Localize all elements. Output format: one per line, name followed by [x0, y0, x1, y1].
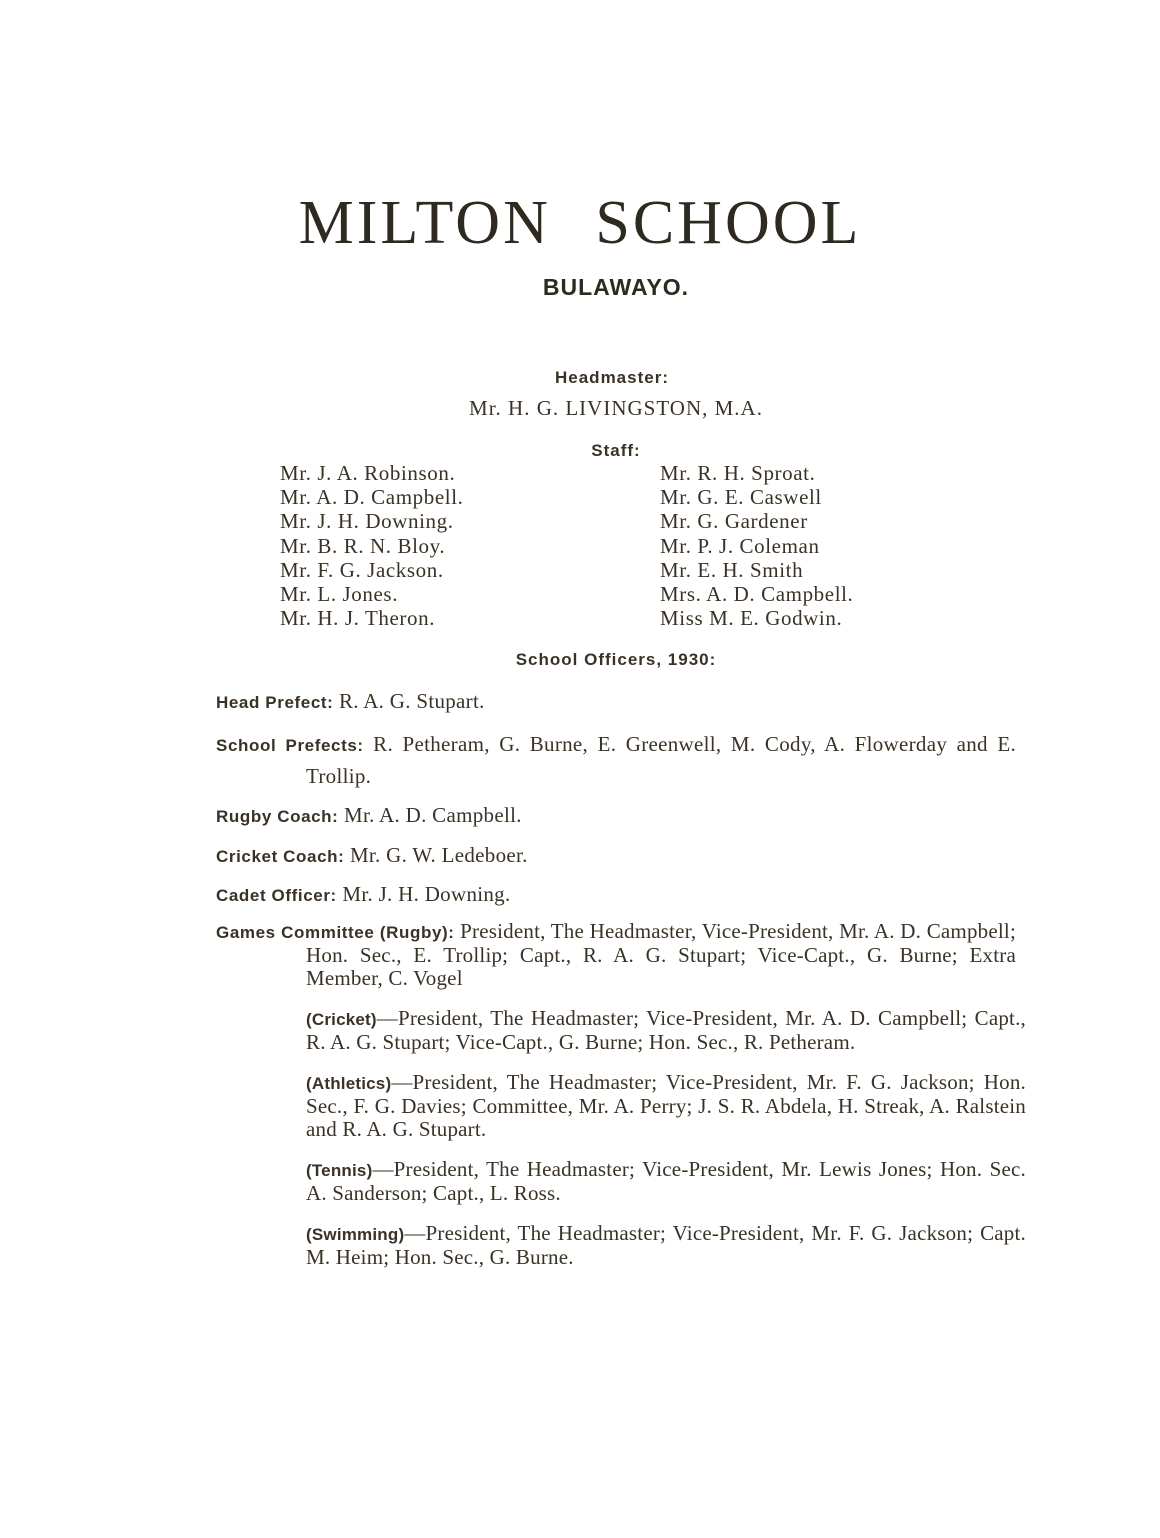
head-prefect-entry — [216, 686, 1016, 718]
school-officers-label: School Officers, 1930: — [515, 650, 717, 669]
cricket-coach-entry — [216, 840, 1016, 872]
games-cricket-text: —President, The Headmaster; Vice-President, Mr. A. D. Campbell; Capt., R. A. G. Stupart; Vice-Capt., G. Burne; Hon. Sec., R. Petheram. — [306, 1006, 1026, 1054]
staff-list-left — [280, 461, 463, 630]
headmaster-name: Mr. H. G. LIVINGSTON, M.A. — [469, 396, 763, 420]
page-title: MILTON SCHOOL — [298, 189, 862, 257]
games-tennis-label: (Tennis) — [306, 1161, 373, 1180]
games-committee — [216, 919, 1026, 1269]
games-committee-label: Games Committee (Rugby): — [216, 923, 455, 942]
games-tennis — [306, 1158, 1026, 1205]
games-cricket — [306, 1007, 1026, 1054]
staff-member: Mr. B. R. N. Bloy. — [280, 533, 446, 558]
school-prefects-entry — [216, 729, 1016, 791]
games-swimming — [306, 1222, 1026, 1269]
staff-member: Mr. J. H. Downing. — [280, 509, 454, 534]
staff-label: Staff: — [591, 441, 641, 460]
staff-member: Mrs. A. D. Campbell. — [660, 581, 854, 606]
staff-member: Mr. P. J. Coleman — [660, 533, 820, 558]
staff-member: Mr. R. H. Sproat. — [660, 461, 816, 485]
staff-member: Mr. G. E. Caswell — [660, 485, 822, 510]
cadet-officer-value: Mr. J. H. Downing. — [342, 882, 511, 906]
rugby-coach-entry — [216, 800, 1016, 832]
staff-member: Mr. G. Gardener — [660, 509, 808, 534]
games-athletics — [306, 1071, 1026, 1141]
cricket-coach-value: Mr. G. W. Ledeboer. — [349, 843, 528, 867]
staff-member: Mr. J. A. Robinson. — [280, 461, 456, 485]
staff-member: Mr. L. Jones. — [280, 581, 399, 606]
games-cricket-label: (Cricket) — [306, 1010, 377, 1029]
school-prefects-value: R. Petheram, G. Burne, E. Greenwell, M. Cody, A. Flowerday and E. Trollip. — [306, 732, 1016, 788]
staff-list-right — [660, 461, 853, 630]
school-prefects-label: School Prefects: — [216, 736, 364, 755]
rugby-coach-value: Mr. A. D. Campbell. — [344, 803, 522, 827]
games-tennis-text: —President, The Headmaster; Vice-President, Mr. Lewis Jones; Hon. Sec. A. Sanderson; Capt., L. Ross. — [306, 1157, 1026, 1205]
rugby-coach-label: Rugby Coach: — [216, 807, 339, 826]
staff-member: Miss M. E. Godwin. — [660, 606, 843, 631]
headmaster-label: Headmaster: — [555, 368, 669, 387]
staff-member: Mr. A. D. Campbell. — [280, 485, 464, 510]
cadet-officer-label: Cadet Officer: — [216, 886, 337, 905]
head-prefect-label: Head Prefect: — [216, 693, 334, 712]
cricket-coach-label: Cricket Coach: — [216, 847, 345, 866]
staff-member: Mr. E. H. Smith — [660, 557, 804, 582]
games-athletics-label: (Athletics) — [306, 1074, 392, 1093]
staff-member: Mr. F. G. Jackson. — [280, 557, 444, 582]
page-subtitle: BULAWAYO. — [542, 274, 690, 300]
games-rugby — [216, 920, 1016, 990]
head-prefect-value: R. A. G. Stupart. — [338, 689, 485, 713]
staff-member: Mr. H. J. Theron. — [280, 606, 436, 631]
cadet-officer-entry — [216, 879, 1016, 911]
games-rugby-text: President, The Headmaster, Vice-President, Mr. A. D. Campbell; Hon. Sec., E. Trollip; Capt., R. A. G. Stupart; Vice-Capt., G. Burne; Extra Member, C. Vogel — [306, 919, 1016, 990]
games-athletics-text: —President, The Headmaster; Vice-President, Mr. F. G. Jackson; Hon. Sec., F. G. Davies; Committee, Mr. A. Perry; J. S. R. Abdela, H. Streak, A. Ralstein and R. A. G. Stupart. — [306, 1070, 1026, 1141]
games-swimming-label: (Swimming) — [306, 1225, 405, 1244]
games-swimming-text: —President, The Headmaster; Vice-President, Mr. F. G. Jackson; Capt. M. Heim; Hon. Sec., G. Burne. — [306, 1221, 1026, 1269]
